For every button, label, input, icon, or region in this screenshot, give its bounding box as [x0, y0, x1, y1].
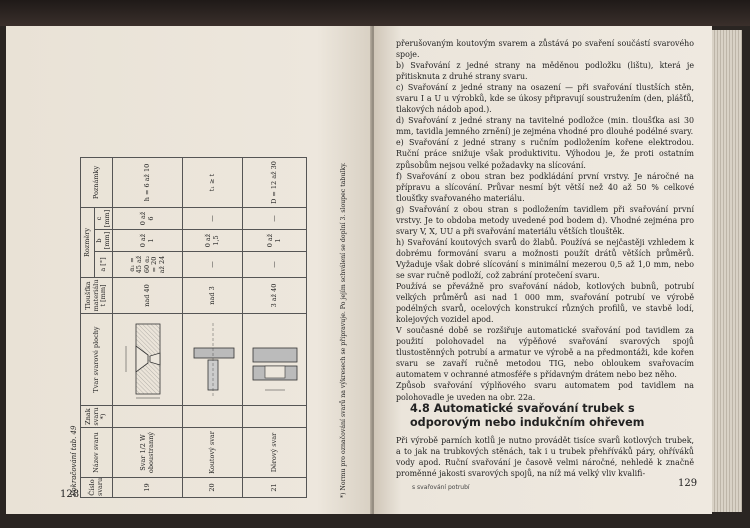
paragraph: V současné době se rozšiřuje automatické svařování pod tavidlem za použití polohovadel na výpěňové svařování svarových spojů tlustostěnných potrubí a armatur ve výrobě a na předmontáži, kde kořen svaru se zavaří ručně metodou TIG, nebo obloukem svařovacím automatem v ochranné atmosféře s přídavným drátem nebo bez něho.: [396, 326, 694, 380]
paragraph: přerušovaným koutovým svarem a zůstává po svaření součástí svarového spoje.: [396, 39, 694, 60]
col-tloustka: Tloušťka materiálu t [mm]: [81, 278, 113, 314]
weld-table: [80, 157, 307, 498]
row-tloustka: 3 až 40: [243, 278, 307, 314]
col-b: b [mm]: [95, 230, 113, 252]
row-cislo: 20: [183, 478, 243, 498]
table-row: [243, 157, 307, 497]
row-tloustka: nad 3: [183, 278, 243, 314]
paragraph: f) Svařování z obou stran bez podkládání první vrstvy. Je náročné na přípravu a slícování. Průvar nesmí být větší než 40 až 50 % celkové tloušťky svařovaného materiálu.: [396, 171, 694, 203]
rotated-table-block: [70, 146, 348, 498]
double-v-weld-drawing: [118, 317, 178, 403]
top-edge: [0, 0, 750, 26]
row-tloustka: nad 40: [113, 278, 183, 314]
row-b: 0 až 1,5: [183, 230, 243, 252]
row-c: —: [183, 207, 243, 229]
paragraph: b) Svařování z jedné strany na měděnou podložku (lištu), která je přitisknuta z druhé strany svaru.: [396, 61, 694, 82]
col-poznamky: Poznámky: [81, 157, 113, 207]
row-nazev: Děrový svar: [243, 428, 307, 478]
right-page-text: [396, 38, 694, 403]
plug-weld-drawing: [247, 317, 303, 403]
row-poznamky: t₁ ≥ t: [183, 157, 243, 207]
running-footer: s svařování potrubí: [412, 484, 470, 491]
weld-shape-19: [113, 314, 183, 406]
row-a: —: [243, 252, 307, 278]
page-number-left: 128: [60, 489, 80, 500]
paragraph: g) Svařování z obou stran s podložením tavidlem při svařování první vrstvy. Je to obdoba metody uvedené pod bodem d). Vhodné zejména pro svary V, X, UU a při svařování materiálu větších tlouštěk.: [396, 204, 694, 236]
row-c: —: [243, 207, 307, 229]
paragraph: e) Svařování z jedné strany s ručním podložením kořene elektrodou. Ruční práce snižuje však produktivitu. Výhodou je, že proti ostatním způsobům nejsou velké požadavky na slícování.: [396, 138, 694, 170]
row-cislo: 21: [243, 478, 307, 498]
row-a: α₁ = 45 až 60 α₂ = 20 až 24: [113, 252, 183, 278]
row-b: 0 až 1: [243, 230, 307, 252]
row-znak: [183, 406, 243, 428]
col-tvar: Tvar svarové plochy: [81, 314, 113, 406]
paragraph: h) Svařování koutových svarů do žlabů. Používá se nejčastěji vzhledem k dobrému formování svaru a možnosti použít drátů větších průměrů. Vyžaduje však dobré slícování s minimální mezerou 0,5 až 1,0 mm, nebo se svar ručně podloží, což zabrání protečení svaru.: [396, 237, 694, 280]
row-nazev: Svar 1/2 W oboustranný: [113, 428, 183, 478]
row-poznamky: h = 6 až 10: [113, 157, 183, 207]
section-paragraph: Při výrobě parních kotlů je nutno provádět tisíce svarů kotlových trubek, a to jak na trubkových stěnách, tak i u trubek přehříváků páry, ohříváků vody apod. Ruční svařování je časově velmi náročné, nehledě k značně proměnné jakosti svarových spojů, na níž má velký vliv kvalifi-: [396, 436, 694, 479]
row-cislo: 19: [113, 478, 183, 498]
col-nazev: Název svaru: [81, 428, 113, 478]
row-c: 0 až 6: [113, 207, 183, 229]
col-a: a [°]: [95, 252, 113, 278]
col-rozmery: Rozměry: [81, 207, 95, 277]
page-number-right: 129: [678, 478, 698, 489]
col-cislo: Číslo svaru: [81, 478, 113, 498]
col-znak: Znak svaru *): [81, 406, 113, 428]
paragraph: Způsob svařování výplňového svaru automatem pod tavidlem na polohovadle je uveden na obr. 22a.: [396, 381, 694, 402]
row-nazev: Koutový svar: [183, 428, 243, 478]
paragraph: c) Svařování z jedné strany na osazení — při svařování tlustších stěn, svaru I a U u výrobků, kde se úkosy připravují soustružením (den, plášťů, tlakových nádob apod.).: [396, 83, 694, 115]
page-edges: [712, 30, 742, 512]
row-znak: [113, 406, 183, 428]
section-heading: 4.8 Automatické svařování trubek s odporovým nebo indukčním ohřevem: [410, 402, 645, 429]
fillet-weld-drawing: [188, 317, 238, 403]
table-continuation-header: Pokračování tab. 49: [70, 425, 78, 496]
table-footnote: *) Normu pro označování svarů na výkresech se připravuje. Po jejím schválení se doplní 3. sloupec tabulky.: [340, 162, 347, 498]
col-c: c [mm]: [95, 207, 113, 229]
row-b: 0 až 1: [113, 230, 183, 252]
table-row: [113, 157, 183, 497]
row-a: —: [183, 252, 243, 278]
paragraph: d) Svařování z jedné strany na tavitelné podložce (min. tloušťka asi 30 mm, tavidla jemného zrnění) je zejména vhodné pro dlouhé podélné svary.: [396, 116, 694, 137]
row-znak: [243, 406, 307, 428]
row-poznamky: D = 12 až 30: [243, 157, 307, 207]
weld-shape-20: [183, 314, 243, 406]
weld-shape-21: [243, 314, 307, 406]
table-row: [183, 157, 243, 497]
paragraph: Používá se převážně pro svařování nádob, kotlových bubnů, potrubí velkých průměrů asi nad 1 000 mm, svařování potrubí ve výrobě podélných svarů, ocelových konstrukcí různých profilů, ve stavbě lodí, kolejových vozidel apod.: [396, 282, 694, 325]
